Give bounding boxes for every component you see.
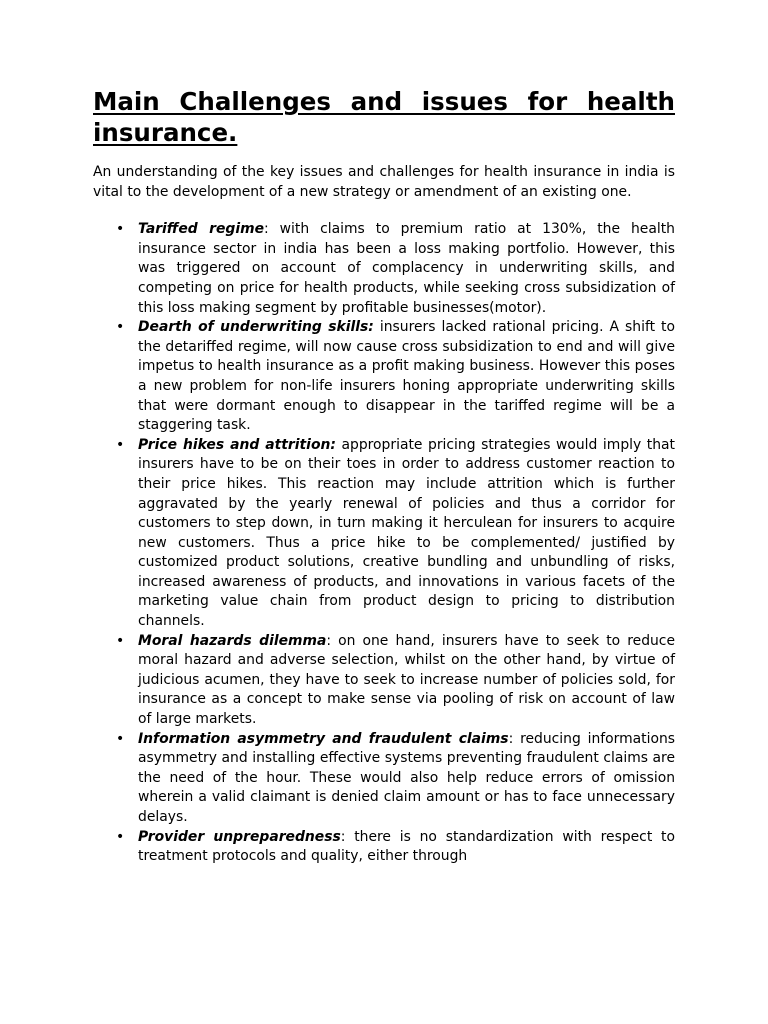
list-item-price-hikes	[93, 436, 675, 632]
item-term: Price hikes and attrition:	[138, 436, 336, 453]
list-item-moral-hazards	[93, 632, 675, 730]
item-text: : there is no standardization with respect to treatment protocols and quality, either through	[138, 828, 675, 865]
list-item-information-asymmetry	[93, 730, 675, 828]
challenges-list	[93, 220, 675, 867]
bullet-icon: •	[116, 730, 125, 747]
item-term: Information asymmetry and fraudulent claims	[138, 730, 509, 747]
list-item-provider-unpreparedness	[93, 828, 675, 867]
item-term: Moral hazards dilemma	[138, 632, 327, 649]
list-item-tariffed-regime	[93, 220, 675, 318]
bullet-icon: •	[116, 632, 125, 649]
list-item-underwriting-skills	[93, 318, 675, 436]
item-term: Dearth of underwriting skills:	[138, 319, 374, 336]
item-text: insurers lacked rational pricing. A shift to the detariffed regime, will now cause cross subsidization to end and will give impetus to health insurance as a profit making business. However this poses a new problem for non-life insurers honing appropriate underwriting skills that were dormant enough to disappear in the tariffed regime will be a staggering task.	[138, 319, 675, 434]
item-text: : on one hand, insurers have to seek to reduce moral hazard and adverse selection, whilst on the other hand, by virtue of judicious acumen, they have to seek to increase number of policies sold, for insurance as a concept to make sense via pooling of risk on account of law of large markets.	[138, 632, 675, 728]
item-text: : with claims to premium ratio at 130%, the health insurance sector in india has been a loss making portfolio. However, this was triggered on account of complacency in underwriting skills, and competing on price for health products, while seeking cross subsidization of this loss making segment by profitable businesses(motor).	[138, 221, 675, 316]
document-title: Main Challenges and issues for health insurance.	[93, 87, 675, 147]
document-body	[93, 86, 675, 867]
bullet-icon: •	[116, 436, 125, 453]
item-text: appropriate pricing strategies would imply that insurers have to be on their toes in order to address customer reaction to their price hikes. This reaction may include attrition which is further aggravated by the yearly renewal of policies and thus a corridor for customers to step down, in turn making it herculean for insurers to acquire new customers. Thus a price hike to be complemented/ justified by customized product solutions, creative bundling and unbundling of risks, increased awareness of products, and innovations in various facets of the marketing value chain from product design to pricing to distribution channels.	[138, 436, 675, 630]
item-term: Provider unpreparedness	[138, 828, 341, 845]
bullet-icon: •	[116, 221, 125, 238]
item-text: : reducing informations asymmetry and installing effective systems preventing fraudulent claims are the need of the hour. These would also help reduce errors of omission wherein a valid claimant is denied claim amount or has to face unnecessary delays.	[138, 730, 675, 825]
bullet-icon: •	[116, 319, 125, 336]
bullet-icon: •	[116, 828, 125, 845]
item-term: Tariffed regime	[138, 221, 265, 238]
intro-paragraph: An understanding of the key issues and challenges for health insurance in india is vital to the development of a new strategy or amendment of an existing one.	[93, 164, 675, 200]
